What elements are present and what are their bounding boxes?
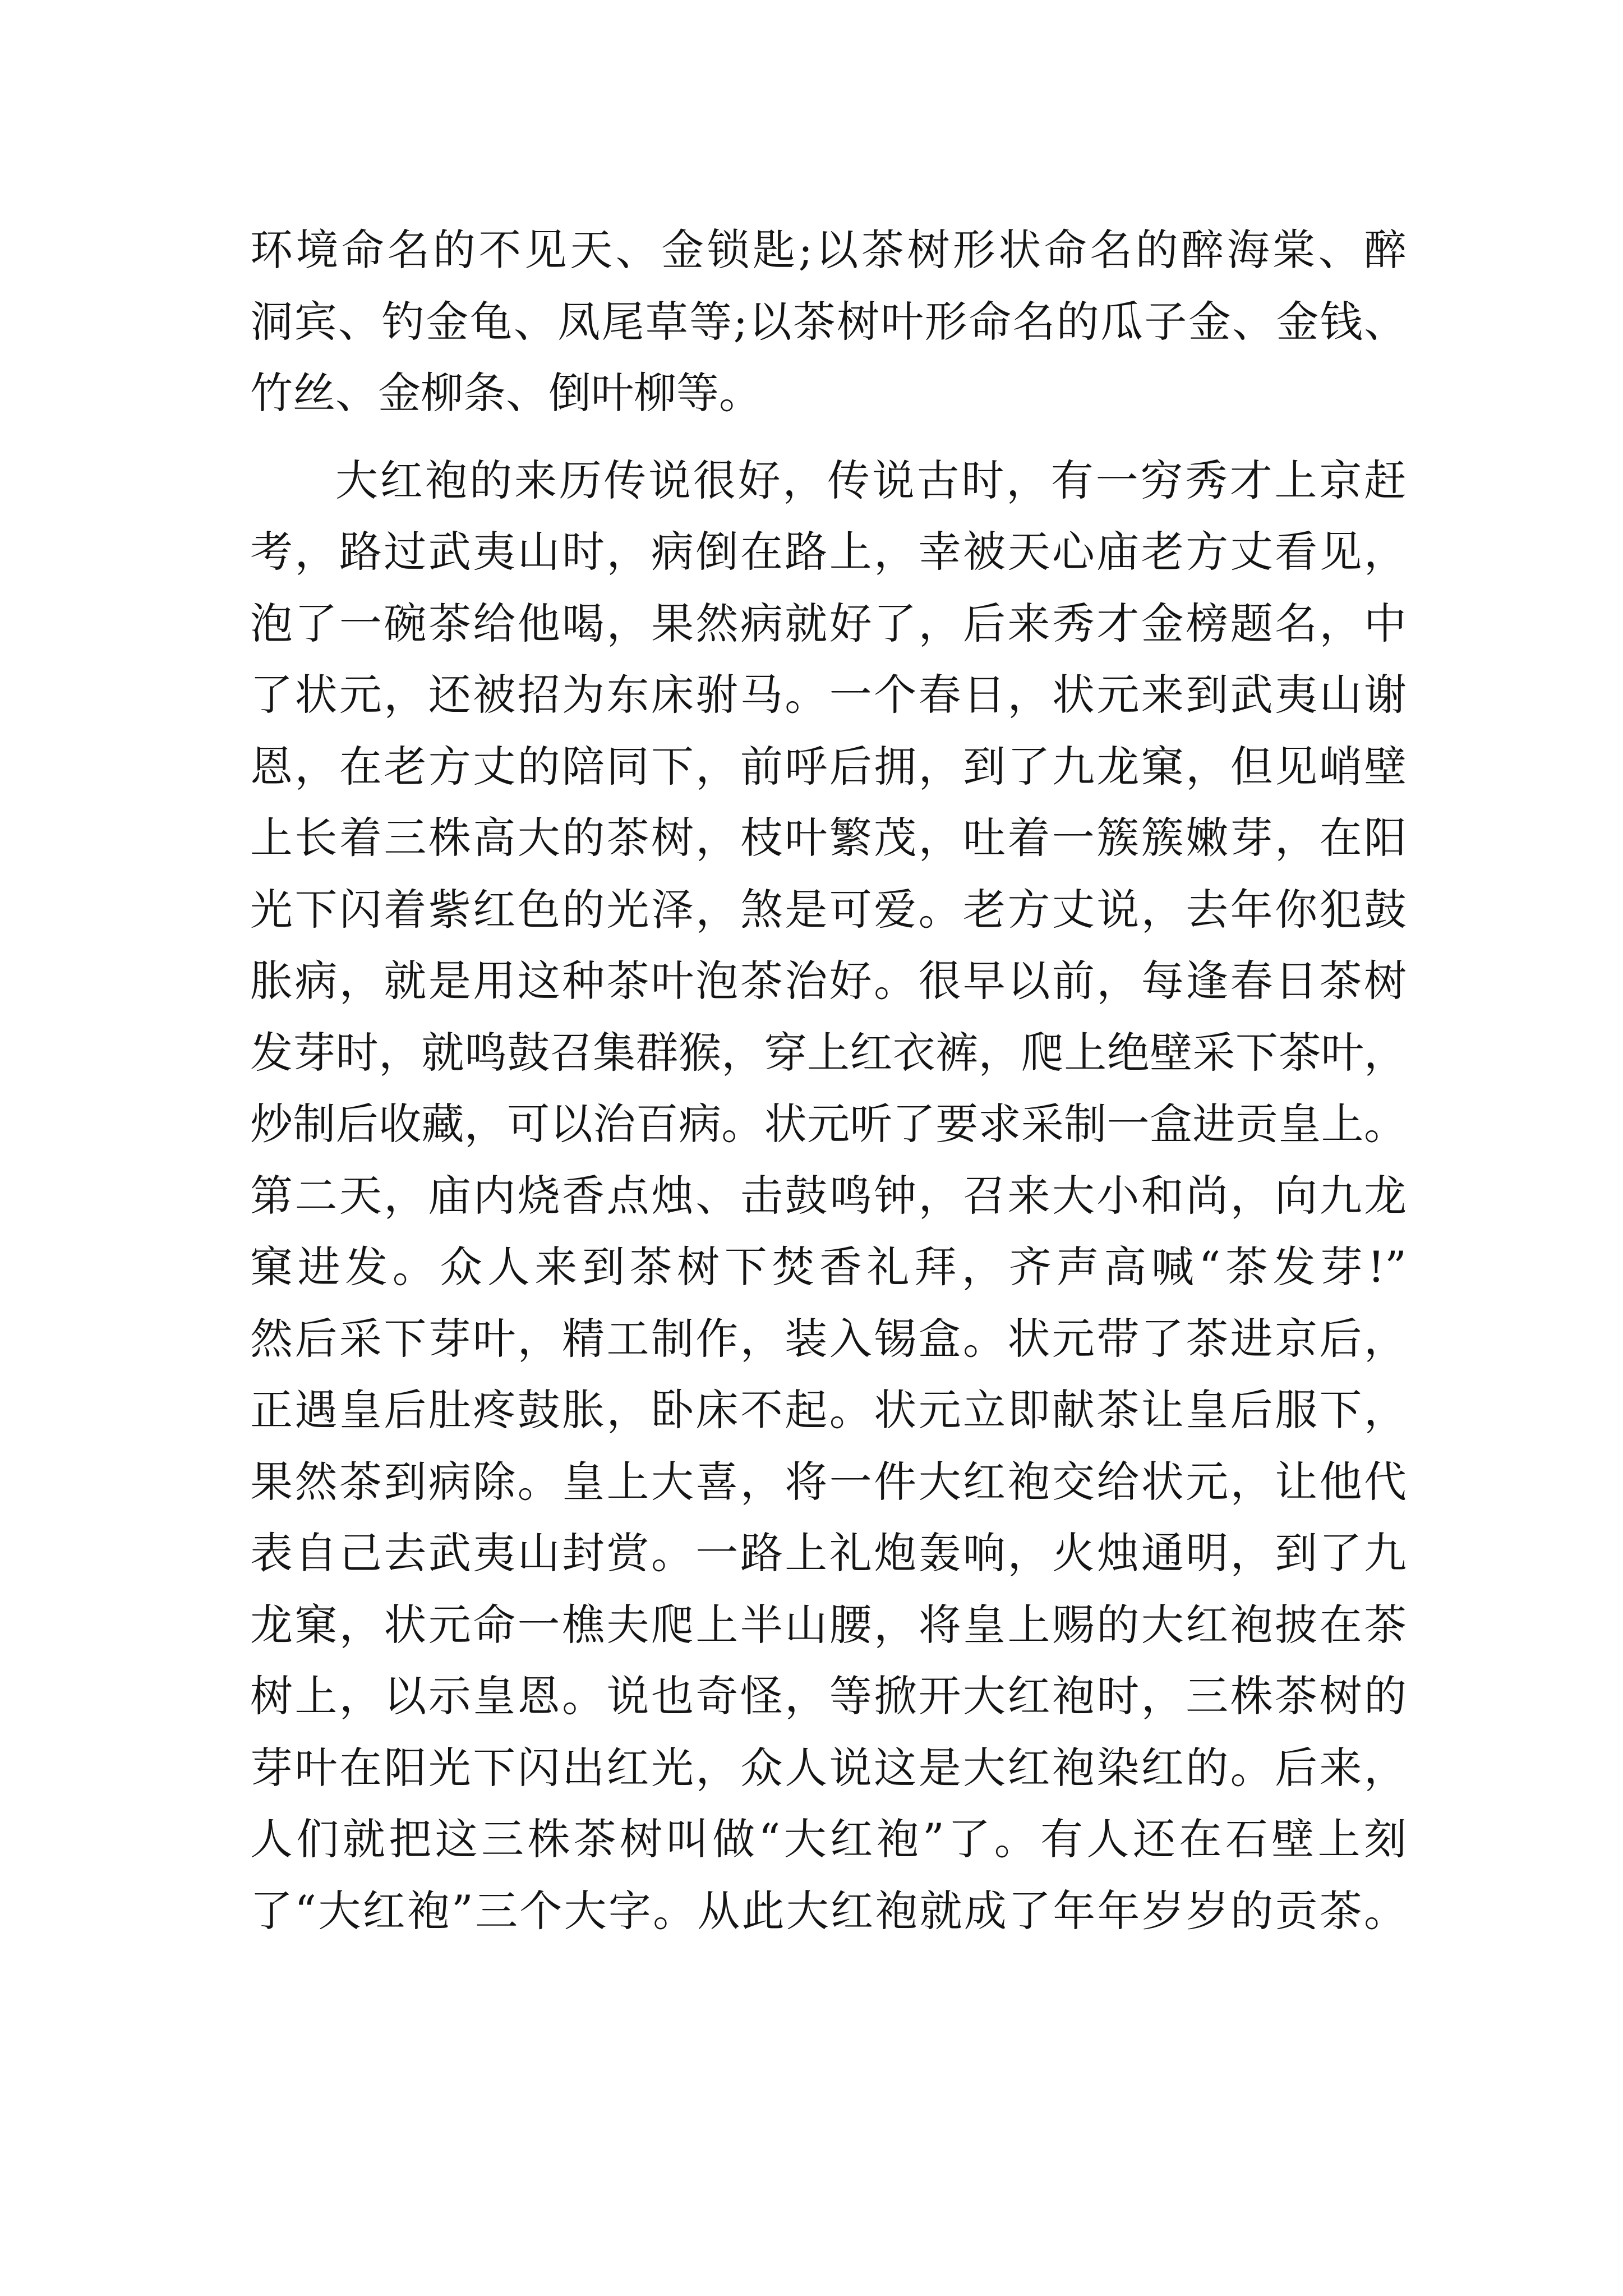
text-line: 炒制后收藏，可以治百病。状元听了要求采制一盒进贡皇上。 bbox=[250, 1099, 1407, 1149]
text-line: 竹丝、金柳条、倒叶柳等。 bbox=[250, 368, 762, 418]
text-line: 光下闪着紫红色的光泽，煞是可爱。老方丈说，去年你犯鼓 bbox=[250, 884, 1407, 935]
text-line: 洞宾、钓金龟、凤尾草等;以茶树叶形命名的瓜子金、金钱、 bbox=[250, 296, 1407, 347]
text-line: 正遇皇后肚疼鼓胀，卧床不起。状元立即献茶让皇后服下， bbox=[250, 1385, 1407, 1435]
text-line: 窠进发。众人来到茶树下焚香礼拜，齐声高喊“茶发芽!” bbox=[250, 1242, 1407, 1292]
text-line: 表自己去武夷山封赏。一路上礼炮轰响，火烛通明，到了九 bbox=[250, 1528, 1407, 1578]
text-line: 人们就把这三株茶树叫做“大红袍”了。有人还在石壁上刻 bbox=[250, 1814, 1407, 1864]
text-line: 恩，在老方丈的陪同下，前呼后拥，到了九龙窠，但见峭壁 bbox=[250, 741, 1407, 792]
text-line: 上长着三株高大的茶树，枝叶繁茂，吐着一簇簇嫩芽，在阳 bbox=[250, 813, 1407, 863]
text-line: 胀病，就是用这种茶叶泡茶治好。很早以前，每逢春日茶树 bbox=[250, 956, 1407, 1006]
text-line: 泡了一碗茶给他喝，果然病就好了，后来秀才金榜题名，中 bbox=[250, 598, 1407, 648]
text-line: 了“大红袍”三个大字。从此大红袍就成了年年岁岁的贡茶。 bbox=[250, 1885, 1407, 1936]
text-line: 了状元，还被招为东床驸马。一个春日，状元来到武夷山谢 bbox=[250, 670, 1407, 720]
text-line: 发芽时，就鸣鼓召集群猴，穿上红衣裤，爬上绝壁采下茶叶， bbox=[250, 1027, 1407, 1078]
text-line: 果然茶到病除。皇上大喜，将一件大红袍交给状元，让他代 bbox=[250, 1456, 1407, 1507]
text-line: 芽叶在阳光下闪出红光，众人说这是大红袍染红的。后来， bbox=[250, 1742, 1407, 1793]
text-line: 龙窠，状元命一樵夫爬上半山腰，将皇上赐的大红袍披在茶 bbox=[250, 1599, 1407, 1650]
text-line: 然后采下芽叶，精工制作，装入锡盒。状元带了茶进京后， bbox=[250, 1313, 1407, 1364]
text-line: 环境命名的不见天、金锁匙;以茶树形状命名的醉海棠、醉 bbox=[250, 225, 1407, 275]
paragraph-1 bbox=[250, 214, 1407, 429]
text-line: 考，路过武夷山时，病倒在路上，幸被天心庙老方丈看见， bbox=[250, 527, 1407, 577]
paragraph-2 bbox=[250, 445, 1407, 1947]
text-line: 大红袍的来历传说很好，传说古时，有一穷秀才上京赶 bbox=[335, 455, 1407, 505]
text-line: 第二天，庙内烧香点烛、击鼓鸣钟，召来大小和尚，向九龙 bbox=[250, 1170, 1407, 1221]
text-line: 树上，以示皇恩。说也奇怪，等掀开大红袍时，三株茶树的 bbox=[250, 1671, 1407, 1721]
body-text bbox=[250, 214, 1407, 1947]
